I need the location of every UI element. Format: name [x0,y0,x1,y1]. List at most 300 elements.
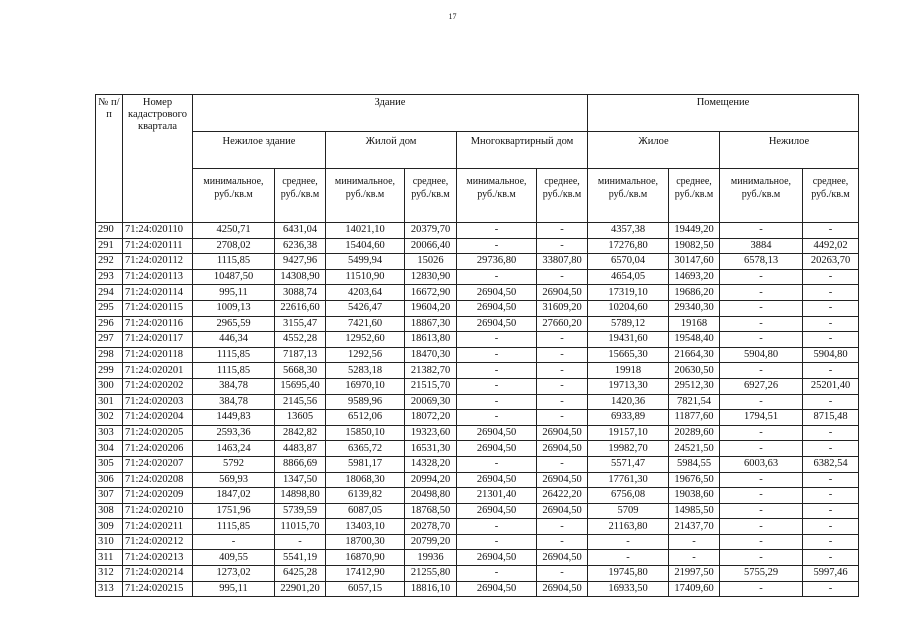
table-row [96,550,859,566]
value-cell: - [669,550,720,566]
value-cell: 19168 [669,316,720,332]
value-cell: - [588,534,669,550]
value-cell: 14308,90 [275,269,326,285]
kvartal-number: 71:24:020206 [123,441,193,457]
table-row [96,347,859,363]
value-cell: 19745,80 [588,566,669,582]
table-row [96,254,859,270]
value-cell: 26904,50 [457,425,537,441]
value-cell: 7821,54 [669,394,720,410]
header-nezhiloe-zdanie: Нежилое здание [193,132,326,169]
value-cell: - [669,534,720,550]
value-cell: 5571,47 [588,456,669,472]
value-cell: - [537,223,588,239]
value-cell: 384,78 [193,378,275,394]
value-cell: 26904,50 [457,316,537,332]
value-cell: 4492,02 [803,238,859,254]
value-cell: 3088,74 [275,285,326,301]
value-cell: - [803,300,859,316]
value-cell: - [537,363,588,379]
value-cell: 14985,50 [669,503,720,519]
value-cell: 14021,10 [326,223,405,239]
value-cell: - [457,519,537,535]
value-cell: 29736,80 [457,254,537,270]
value-cell: 3884 [720,238,803,254]
value-cell: 19686,20 [669,285,720,301]
value-cell: - [803,394,859,410]
value-cell: 6927,26 [720,378,803,394]
table-row [96,503,859,519]
table-row [96,410,859,426]
value-cell: 20263,70 [803,254,859,270]
value-cell: 19713,30 [588,378,669,394]
value-cell: 17409,60 [669,581,720,597]
value-cell: 29340,30 [669,300,720,316]
value-cell: 384,78 [193,394,275,410]
cadastral-value-table [95,94,859,597]
value-cell: - [537,534,588,550]
value-cell: 10204,60 [588,300,669,316]
value-cell: 6578,13 [720,254,803,270]
value-cell: 12952,60 [326,332,405,348]
value-cell: 20379,70 [405,223,457,239]
row-number: 299 [96,363,123,379]
value-cell: 16531,30 [405,441,457,457]
value-cell: 3155,47 [275,316,326,332]
value-cell: 18867,30 [405,316,457,332]
value-cell: 6382,54 [803,456,859,472]
value-cell: 5709 [588,503,669,519]
value-cell: 6756,08 [588,488,669,504]
header-min: минимальное, руб./кв.м [193,169,275,223]
row-number: 304 [96,441,123,457]
header-avg: среднее, руб./кв.м [275,169,326,223]
value-cell: 26422,20 [537,488,588,504]
value-cell: 18068,30 [326,472,405,488]
value-cell: 26904,50 [537,581,588,597]
header-kvartal: Номер кадастрового квартала [123,95,193,223]
value-cell: 995,11 [193,581,275,597]
value-cell: 21997,50 [669,566,720,582]
value-cell: 5904,80 [720,347,803,363]
value-cell: - [720,441,803,457]
value-cell: 569,93 [193,472,275,488]
value-cell: - [457,378,537,394]
value-cell: 29512,30 [669,378,720,394]
value-cell: 5984,55 [669,456,720,472]
value-cell: - [803,285,859,301]
value-cell: 21664,30 [669,347,720,363]
value-cell: 19323,60 [405,425,457,441]
value-cell: 27660,20 [537,316,588,332]
table-row [96,316,859,332]
table-row [96,285,859,301]
value-cell: - [720,488,803,504]
value-cell: - [720,550,803,566]
value-cell: - [720,503,803,519]
row-number: 313 [96,581,123,597]
value-cell: 1449,83 [193,410,275,426]
value-cell: - [537,347,588,363]
value-cell: - [457,566,537,582]
value-cell: 20799,20 [405,534,457,550]
value-cell: 4654,05 [588,269,669,285]
value-cell: 2145,56 [275,394,326,410]
value-cell: 20069,30 [405,394,457,410]
value-cell: - [720,472,803,488]
value-cell: 19449,20 [669,223,720,239]
row-number: 302 [96,410,123,426]
value-cell: - [720,285,803,301]
table-row [96,223,859,239]
value-cell: 33807,80 [537,254,588,270]
header-min: минимальное, руб./кв.м [588,169,669,223]
value-cell: - [537,269,588,285]
value-cell: 1009,13 [193,300,275,316]
value-cell: 9589,96 [326,394,405,410]
value-cell: - [457,347,537,363]
value-cell: - [803,503,859,519]
value-cell: - [803,581,859,597]
value-cell: 26904,50 [457,472,537,488]
row-number: 296 [96,316,123,332]
table-row [96,332,859,348]
table-row [96,581,859,597]
value-cell: 17319,10 [588,285,669,301]
table-row [96,534,859,550]
value-cell: 7187,13 [275,347,326,363]
header-min: минимальное, руб./кв.м [326,169,405,223]
kvartal-number: 71:24:020210 [123,503,193,519]
value-cell: - [537,332,588,348]
value-cell: 31609,20 [537,300,588,316]
value-cell: - [803,550,859,566]
value-cell: 1115,85 [193,347,275,363]
value-cell: - [275,534,326,550]
value-cell: 26904,50 [457,581,537,597]
value-cell: - [803,472,859,488]
table-row [96,519,859,535]
kvartal-number: 71:24:020111 [123,238,193,254]
table-row [96,269,859,285]
value-cell: 26904,50 [537,503,588,519]
value-cell: 19676,50 [669,472,720,488]
value-cell: 19157,10 [588,425,669,441]
value-cell: - [803,269,859,285]
value-cell: 18613,80 [405,332,457,348]
value-cell: 17761,30 [588,472,669,488]
value-cell: 11015,70 [275,519,326,535]
value-cell: - [457,332,537,348]
value-cell: - [457,223,537,239]
row-number: 300 [96,378,123,394]
value-cell: 1751,96 [193,503,275,519]
value-cell: - [193,534,275,550]
value-cell: - [457,238,537,254]
value-cell: 2593,36 [193,425,275,441]
value-cell: 20066,40 [405,238,457,254]
value-cell: 19982,70 [588,441,669,457]
kvartal-number: 71:24:020117 [123,332,193,348]
value-cell: - [720,425,803,441]
value-cell: 5789,12 [588,316,669,332]
row-number: 297 [96,332,123,348]
value-cell: 18700,30 [326,534,405,550]
kvartal-number: 71:24:020209 [123,488,193,504]
row-number: 307 [96,488,123,504]
kvartal-number: 71:24:020118 [123,347,193,363]
value-cell: - [720,223,803,239]
value-cell: 20994,20 [405,472,457,488]
value-cell: - [720,581,803,597]
value-cell: 19918 [588,363,669,379]
table-row [96,238,859,254]
value-cell: 26904,50 [537,285,588,301]
value-cell: 18470,30 [405,347,457,363]
table-row [96,566,859,582]
value-cell: 995,11 [193,285,275,301]
header-avg: среднее, руб./кв.м [803,169,859,223]
kvartal-number: 71:24:020214 [123,566,193,582]
value-cell: - [720,269,803,285]
value-cell: 19604,20 [405,300,457,316]
table-row [96,425,859,441]
header-avg: среднее, руб./кв.м [537,169,588,223]
value-cell: - [537,394,588,410]
value-cell: - [720,363,803,379]
value-cell: 15665,30 [588,347,669,363]
value-cell: - [537,410,588,426]
value-cell: 2965,59 [193,316,275,332]
value-cell: 14898,80 [275,488,326,504]
value-cell: - [537,238,588,254]
value-cell: 26904,50 [457,441,537,457]
row-number: 293 [96,269,123,285]
value-cell: 20278,70 [405,519,457,535]
kvartal-number: 71:24:020201 [123,363,193,379]
value-cell: 20630,50 [669,363,720,379]
value-cell: - [457,363,537,379]
value-cell: - [537,519,588,535]
value-cell: - [720,394,803,410]
value-cell: 15404,60 [326,238,405,254]
table-row [96,456,859,472]
value-cell: 19038,60 [669,488,720,504]
value-cell: 20289,60 [669,425,720,441]
value-cell: 26904,50 [457,550,537,566]
value-cell: 18816,10 [405,581,457,597]
kvartal-number: 71:24:020110 [123,223,193,239]
value-cell: 26904,50 [537,472,588,488]
value-cell: - [803,534,859,550]
value-cell: 26904,50 [457,503,537,519]
row-number: 306 [96,472,123,488]
value-cell: 24521,50 [669,441,720,457]
value-cell: 17412,90 [326,566,405,582]
kvartal-number: 71:24:020213 [123,550,193,566]
value-cell: 1115,85 [193,254,275,270]
value-cell: 26904,50 [457,285,537,301]
value-cell: 6512,06 [326,410,405,426]
value-cell: 6139,82 [326,488,405,504]
value-cell: 1420,36 [588,394,669,410]
value-cell: 26904,50 [457,300,537,316]
value-cell: - [803,425,859,441]
value-cell: 16870,90 [326,550,405,566]
value-cell: 1115,85 [193,363,275,379]
value-cell: 6057,15 [326,581,405,597]
header-avg: среднее, руб./кв.м [405,169,457,223]
value-cell: 26904,50 [537,425,588,441]
value-cell: 16933,50 [588,581,669,597]
value-cell: 5668,30 [275,363,326,379]
header-avg: среднее, руб./кв.м [669,169,720,223]
value-cell: 1847,02 [193,488,275,504]
value-cell: 5283,18 [326,363,405,379]
kvartal-number: 71:24:020112 [123,254,193,270]
value-cell: 9427,96 [275,254,326,270]
value-cell: 14693,20 [669,269,720,285]
value-cell: - [537,378,588,394]
kvartal-number: 71:24:020212 [123,534,193,550]
value-cell: - [457,456,537,472]
row-number: 298 [96,347,123,363]
value-cell: 16970,10 [326,378,405,394]
header-min: минимальное, руб./кв.м [457,169,537,223]
kvartal-number: 71:24:020205 [123,425,193,441]
value-cell: 5997,46 [803,566,859,582]
kvartal-number: 71:24:020115 [123,300,193,316]
kvartal-number: 71:24:020207 [123,456,193,472]
value-cell: 19936 [405,550,457,566]
value-cell: 5426,47 [326,300,405,316]
value-cell: 15695,40 [275,378,326,394]
header-nezhiloe: Нежилое [720,132,859,169]
table-row [96,441,859,457]
value-cell: 19431,60 [588,332,669,348]
value-cell: 6933,89 [588,410,669,426]
value-cell: 5792 [193,456,275,472]
row-number: 295 [96,300,123,316]
value-cell: - [720,534,803,550]
value-cell: - [803,223,859,239]
value-cell: - [803,363,859,379]
value-cell: 18072,20 [405,410,457,426]
value-cell: 5541,19 [275,550,326,566]
table-row [96,488,859,504]
value-cell: 26904,50 [537,550,588,566]
header-zdanie: Здание [193,95,588,132]
row-number: 312 [96,566,123,582]
kvartal-number: 71:24:020215 [123,581,193,597]
value-cell: 14328,20 [405,456,457,472]
value-cell: 6003,63 [720,456,803,472]
value-cell: 8866,69 [275,456,326,472]
value-cell: - [720,300,803,316]
kvartal-number: 71:24:020202 [123,378,193,394]
value-cell: 21382,70 [405,363,457,379]
kvartal-number: 71:24:020116 [123,316,193,332]
value-cell: 12830,90 [405,269,457,285]
value-cell: 1347,50 [275,472,326,488]
table-row [96,394,859,410]
value-cell: 1292,56 [326,347,405,363]
value-cell: - [720,519,803,535]
value-cell: 4357,38 [588,223,669,239]
value-cell: - [803,488,859,504]
value-cell: - [803,316,859,332]
value-cell: 7421,60 [326,316,405,332]
value-cell: 21515,70 [405,378,457,394]
value-cell: 18768,50 [405,503,457,519]
value-cell: 4203,64 [326,285,405,301]
value-cell: 17276,80 [588,238,669,254]
value-cell: 22616,60 [275,300,326,316]
value-cell: - [457,269,537,285]
row-number: 310 [96,534,123,550]
value-cell: - [457,410,537,426]
kvartal-number: 71:24:020203 [123,394,193,410]
value-cell: 6425,28 [275,566,326,582]
value-cell: 6570,04 [588,254,669,270]
value-cell: 19548,40 [669,332,720,348]
value-cell: 6365,72 [326,441,405,457]
header-num: № п/п [96,95,123,223]
value-cell: - [803,519,859,535]
header-pomeshchenie: Помещение [588,95,859,132]
value-cell: - [803,441,859,457]
value-cell: 409,55 [193,550,275,566]
table-row [96,472,859,488]
value-cell: - [588,550,669,566]
value-cell: 22901,20 [275,581,326,597]
value-cell: 4552,28 [275,332,326,348]
row-number: 303 [96,425,123,441]
value-cell: 1463,24 [193,441,275,457]
value-cell: 2842,82 [275,425,326,441]
kvartal-number: 71:24:020211 [123,519,193,535]
row-number: 291 [96,238,123,254]
value-cell: 21437,70 [669,519,720,535]
value-cell: 5499,94 [326,254,405,270]
table-row [96,300,859,316]
value-cell: 30147,60 [669,254,720,270]
value-cell: 2708,02 [193,238,275,254]
kvartal-number: 71:24:020204 [123,410,193,426]
table-row [96,378,859,394]
value-cell: 16672,90 [405,285,457,301]
row-number: 292 [96,254,123,270]
row-number: 294 [96,285,123,301]
row-number: 309 [96,519,123,535]
table-body [96,223,859,597]
row-number: 311 [96,550,123,566]
value-cell: - [537,456,588,472]
value-cell: 13403,10 [326,519,405,535]
value-cell: 15026 [405,254,457,270]
value-cell: 1115,85 [193,519,275,535]
value-cell: - [720,332,803,348]
value-cell: 21255,80 [405,566,457,582]
value-cell: 13605 [275,410,326,426]
value-cell: 4250,71 [193,223,275,239]
header-zhiloy-dom: Жилой дом [326,132,457,169]
value-cell: 11510,90 [326,269,405,285]
value-cell: 11877,60 [669,410,720,426]
value-cell: 5904,80 [803,347,859,363]
value-cell: 21301,40 [457,488,537,504]
row-number: 301 [96,394,123,410]
